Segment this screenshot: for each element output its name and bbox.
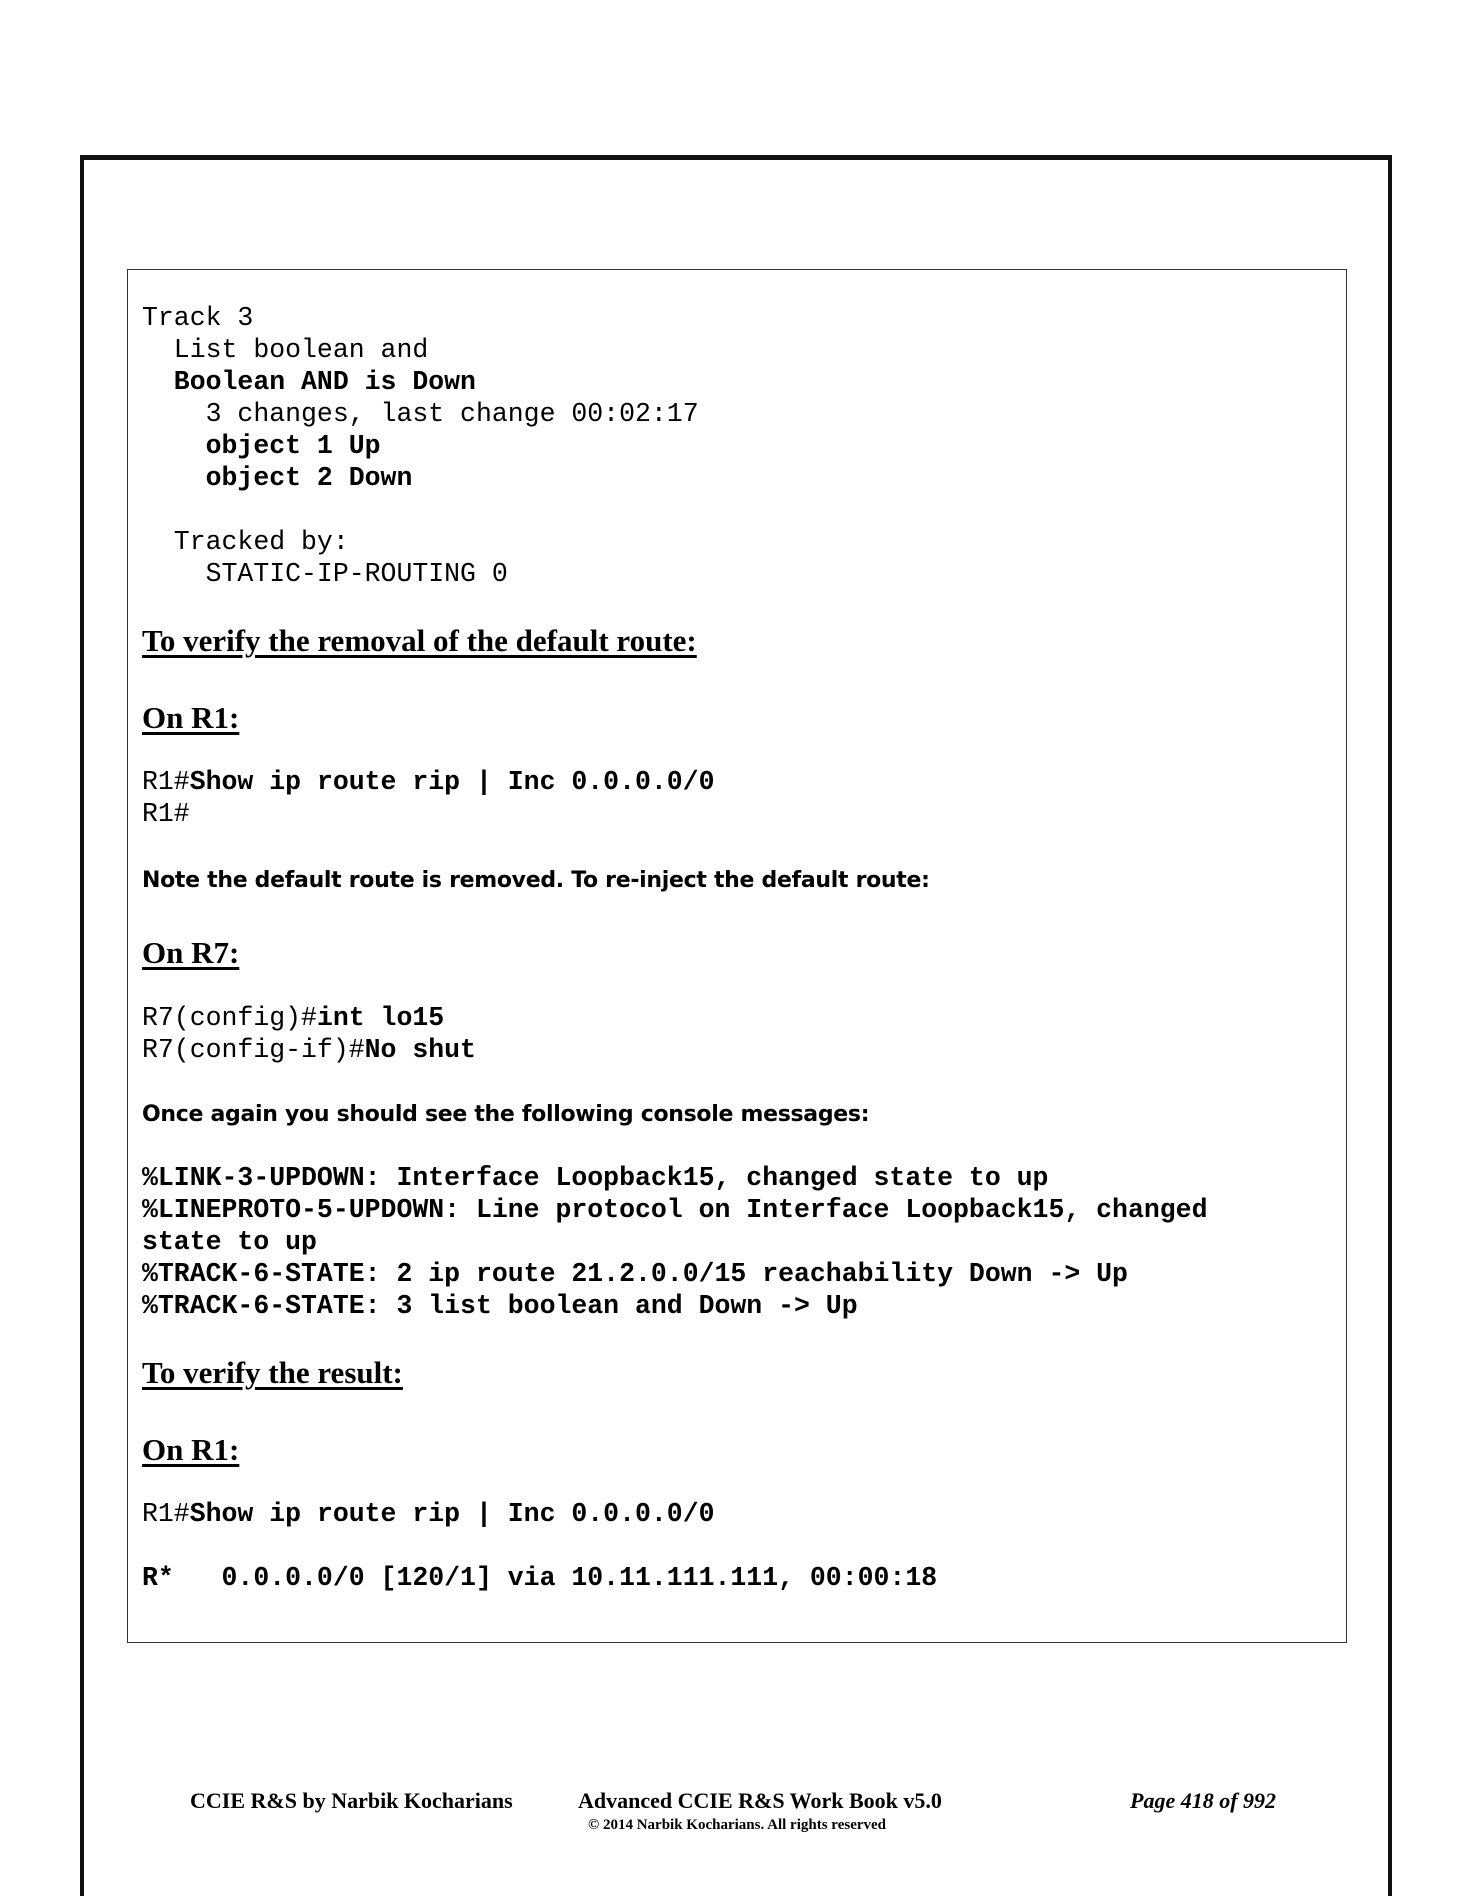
cli-prompt: R7(config-if)# [142, 1035, 365, 1065]
cli-prompt: R1# [142, 1499, 190, 1529]
note-console-messages: Once again you should see the following console messages: [142, 1102, 870, 1127]
heading-on-r1-a: On R1: [142, 700, 240, 735]
track-line-1: Track 3 [142, 303, 254, 333]
r1-prompt-a: R1# [142, 799, 190, 829]
cli-prompt: R1# [142, 767, 190, 797]
console-message-4: %TRACK-6-STATE: 2 ip route 21.2.0.0/15 reachability Down -> Up [142, 1259, 1128, 1289]
track-line-5: object 1 Up [142, 431, 381, 461]
cli-prompt: R7(config)# [142, 1003, 317, 1033]
heading-on-r1-b: On R1: [142, 1432, 240, 1467]
r7-command-2 [142, 1034, 476, 1066]
track-line-2: List boolean and [142, 335, 429, 365]
track-line-6: object 2 Down [142, 463, 413, 493]
heading-verify-result: To verify the result: [142, 1355, 403, 1390]
cli-command: int lo15 [316, 1003, 445, 1033]
r1-command-b [142, 1498, 715, 1530]
console-message-3: state to up [142, 1227, 317, 1257]
heading-verify-removal: To verify the removal of the default route: [142, 623, 697, 658]
footer-page-number: Page 418 of 992 [1130, 1788, 1277, 1813]
track-line-3: Boolean AND is Down [142, 367, 476, 397]
track-line-4: 3 changes, last change 00:02:17 [142, 399, 699, 429]
note-default-removed: Note the default route is removed. To re-inject the default route: [142, 868, 930, 893]
r7-command-1 [142, 1002, 444, 1034]
cli-command: Show ip route rip | Inc 0.0.0.0/0 [189, 767, 715, 797]
footer-book-title: Advanced CCIE R&S Work Book v5.0 [578, 1788, 942, 1813]
console-message-2: %LINEPROTO-5-UPDOWN: Line protocol on Interface Loopback15, changed [142, 1195, 1208, 1225]
track-line-7: Tracked by: [142, 527, 349, 557]
cli-command: No shut [364, 1035, 476, 1065]
footer-author: CCIE R&S by Narbik Kocharians [190, 1788, 513, 1813]
heading-on-r7: On R7: [142, 935, 240, 970]
r1-command-a [142, 766, 715, 798]
route-output: R* 0.0.0.0/0 [120/1] via 10.11.111.111, 00:00:18 [142, 1563, 938, 1593]
cli-command: Show ip route rip | Inc 0.0.0.0/0 [189, 1499, 715, 1529]
footer-copyright: © 2014 Narbik Kocharians. All rights reserved [588, 1817, 887, 1833]
track-line-8: STATIC-IP-ROUTING 0 [142, 559, 508, 589]
console-message-5: %TRACK-6-STATE: 3 list boolean and Down -> Up [142, 1291, 858, 1321]
console-message-1: %LINK-3-UPDOWN: Interface Loopback15, changed state to up [142, 1163, 1049, 1193]
